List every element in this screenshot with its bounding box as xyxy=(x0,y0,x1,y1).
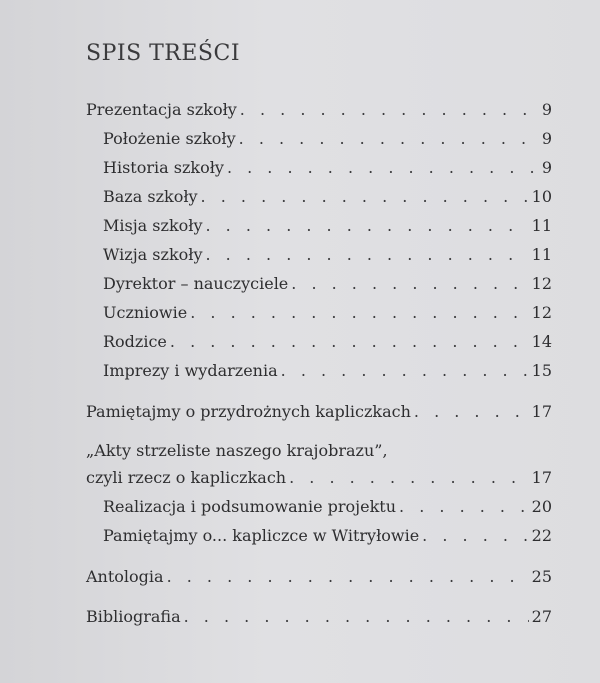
toc-entry-page: 9 xyxy=(541,129,552,148)
toc-entry-page: 22 xyxy=(531,526,552,545)
toc-subentry xyxy=(103,245,552,265)
toc-entry xyxy=(86,100,552,120)
toc-entry-label: Dyrektor – nauczyciele xyxy=(103,274,289,293)
toc-entry-page: 15 xyxy=(531,361,552,380)
toc-entry-label: Rodzice xyxy=(103,332,167,351)
toc-subentry xyxy=(103,187,552,207)
dot-leader xyxy=(190,303,528,323)
toc-subentry xyxy=(103,129,552,149)
toc-entry-page: 9 xyxy=(541,158,552,177)
toc-entry xyxy=(86,468,552,488)
toc-subentry xyxy=(103,332,552,352)
toc-entry-page: 9 xyxy=(541,100,552,119)
toc-entry-label: Bibliografia xyxy=(86,607,181,626)
toc-entry-label: Prezentacja szkoły xyxy=(86,100,237,119)
toc-entry-label: Antologia xyxy=(86,567,164,586)
dot-leader xyxy=(206,245,529,265)
toc-entry-label: Historia szkoły xyxy=(103,158,224,177)
dot-leader xyxy=(167,567,529,587)
toc-title: SPIS TREŚCI xyxy=(86,41,241,66)
toc-subentry xyxy=(103,303,552,323)
toc-entry-page: 17 xyxy=(531,468,552,487)
toc-entry xyxy=(86,402,552,422)
toc-entry-label-line1: „Akty strzeliste naszego krajobrazu”, xyxy=(86,441,388,460)
toc-entry xyxy=(86,607,552,627)
dot-leader xyxy=(170,332,529,352)
toc-entry-page: 12 xyxy=(531,274,552,293)
dot-leader xyxy=(422,526,528,546)
toc-entry-page: 27 xyxy=(531,607,552,626)
toc-subentry xyxy=(103,497,552,517)
toc-entry-label: Imprezy i wydarzenia xyxy=(103,361,278,380)
dot-leader xyxy=(206,216,529,236)
toc-entry-label: Baza szkoły xyxy=(103,187,198,206)
toc-entry-label: Pamiętajmy o przydrożnych kapliczkach xyxy=(86,402,411,421)
toc-entry-page: 14 xyxy=(531,332,552,351)
dot-leader xyxy=(227,158,539,178)
toc-entry-page: 11 xyxy=(531,245,552,264)
toc-entry-label: Realizacja i podsumowanie projektu xyxy=(103,497,397,516)
dot-leader xyxy=(240,100,539,120)
toc-entry-label: Misja szkoły xyxy=(103,216,203,235)
dot-leader xyxy=(414,402,529,422)
dot-leader xyxy=(289,468,529,488)
toc-entry-label: Położenie szkoły xyxy=(103,129,236,148)
toc-entry-page: 20 xyxy=(531,497,552,516)
dot-leader xyxy=(201,187,529,207)
toc-entry-page: 12 xyxy=(531,303,552,322)
toc-entry-label: czyli rzecz o kapliczkach xyxy=(86,468,287,487)
toc-subentry xyxy=(103,274,552,294)
toc-entry-page: 17 xyxy=(531,402,552,421)
toc-subentry xyxy=(103,361,552,381)
dot-leader xyxy=(281,361,529,381)
dot-leader xyxy=(239,129,539,149)
dot-leader xyxy=(184,607,529,627)
toc-entry-page: 25 xyxy=(531,567,552,586)
toc-entry-page: 10 xyxy=(531,187,552,206)
toc-entry-label: Pamiętajmy o... kapliczce w Witryłowie xyxy=(103,526,420,545)
toc-subentry xyxy=(103,216,552,236)
toc-entry-label: Uczniowie xyxy=(103,303,188,322)
toc-subentry xyxy=(103,526,552,546)
toc-entry-page: 11 xyxy=(531,216,552,235)
toc-subentry xyxy=(103,158,552,178)
dot-leader xyxy=(399,497,529,517)
dot-leader xyxy=(291,274,528,294)
toc-entry-label: Wizja szkoły xyxy=(103,245,203,264)
toc-entry xyxy=(86,567,552,587)
